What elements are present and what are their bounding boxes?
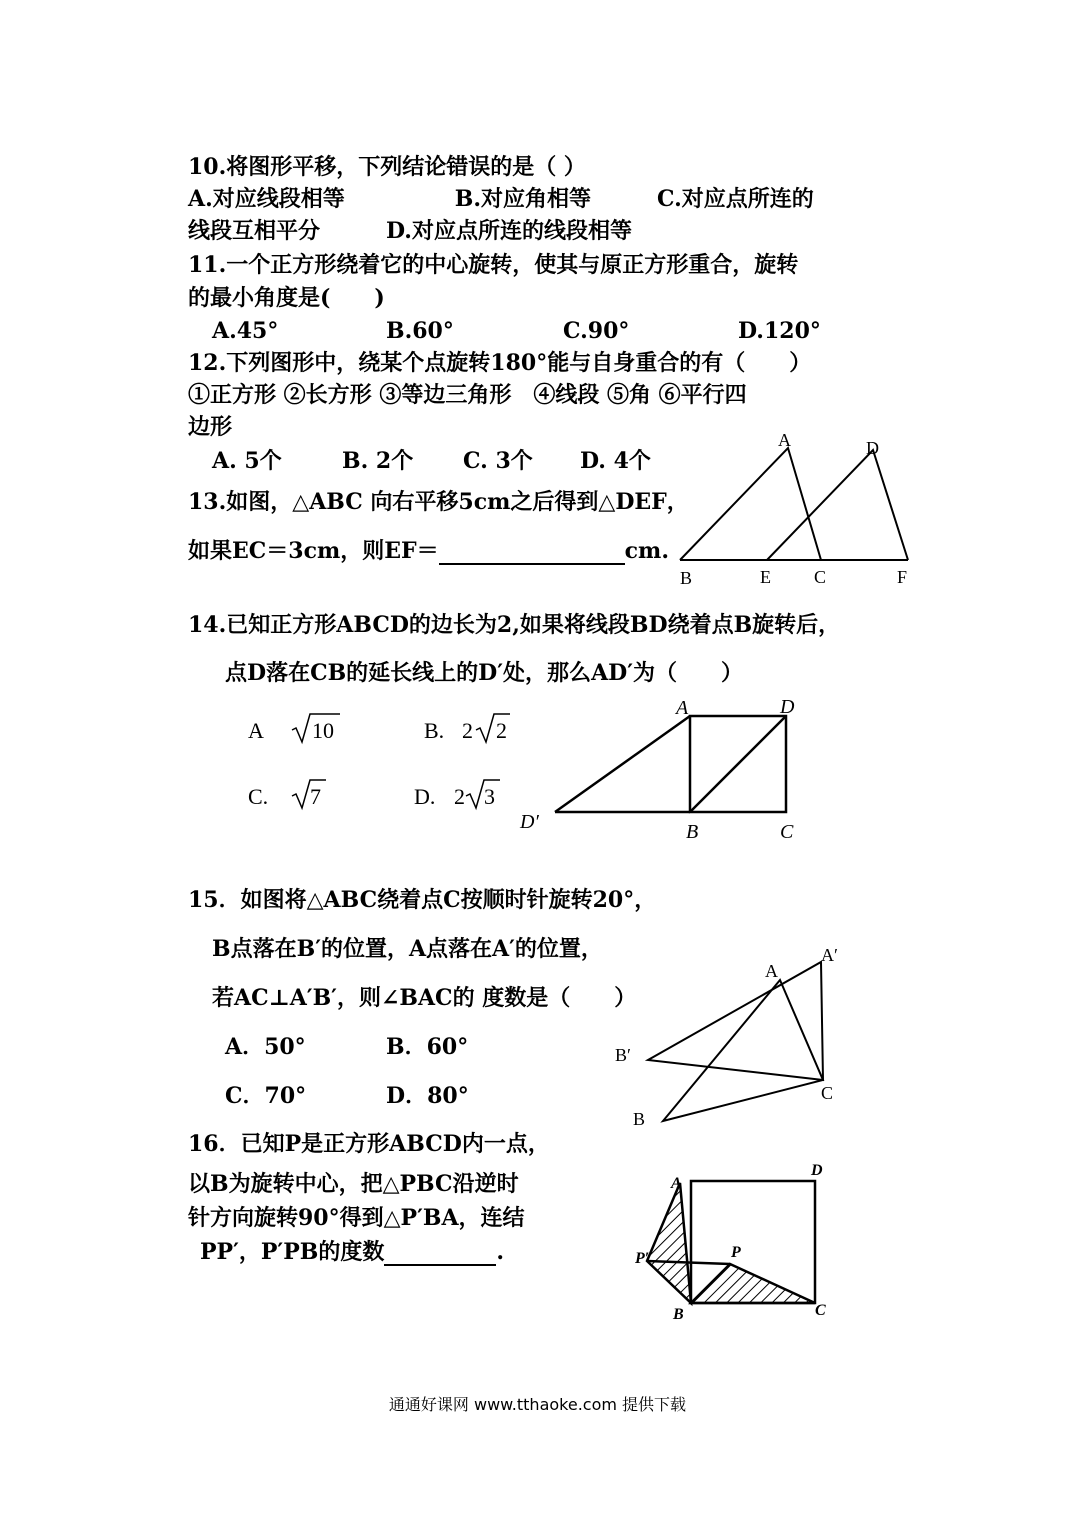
q15-label-aprime: A′ [821, 945, 838, 965]
q16-label-p: P [731, 1244, 741, 1261]
q14-label-dprime: D′ [520, 811, 539, 833]
q14-label-d: D [780, 696, 795, 718]
q13-figure [670, 430, 920, 595]
q13-label-a: A [778, 430, 791, 450]
q14-diagonal-bd [690, 716, 786, 812]
q14-option-b-coef: 2 [462, 718, 473, 743]
q15-stem-1: 15．如图将△ABC绕着点C按顺时针旋转20°， [188, 887, 657, 913]
q13-label-c: C [814, 567, 827, 587]
q14-figure [510, 690, 820, 845]
q15-figure [605, 935, 865, 1135]
q13-answer-blank[interactable] [439, 539, 625, 565]
q16-figure [625, 1155, 845, 1325]
q14-option-d-letter: D. [414, 784, 436, 809]
q16-answer-blank[interactable] [384, 1240, 496, 1266]
q15-option-b: B．60° [386, 1034, 469, 1060]
q14-option-c-letter: C. [248, 784, 269, 809]
q12-items-1: ①正方形 ②长方形 ③等边三角形 ④线段 ⑤角 ⑥平行四 [188, 382, 747, 408]
q11-option-c: C.90° [563, 318, 630, 344]
q15-label-a: A [765, 961, 778, 981]
q14-segment-adp [555, 716, 690, 812]
q13-label-f: F [897, 567, 908, 587]
q12-option-c: C. 3个 [463, 448, 533, 474]
q14-label-a: A [676, 697, 689, 719]
q14-option-b-letter: B. [424, 718, 445, 743]
q14-option-c-value: 7 [310, 784, 321, 809]
q16-stem-4-post: . [496, 1239, 505, 1265]
q14-label-c: C [780, 821, 794, 843]
q12-option-d: D. 4个 [580, 448, 651, 474]
q16-label-b: B [673, 1306, 684, 1323]
q12-items-2: 边形 [188, 414, 233, 440]
q15-triangle-abc [663, 980, 823, 1121]
q14-option-a-value: 10 [312, 718, 334, 743]
q11-stem-1: 11.一个正方形绕着它的中心旋转，使其与原正方形重合，旋转 [188, 252, 799, 278]
q16-stem-1: 16．已知P是正方形ABCD内一点， [188, 1131, 550, 1157]
q14-option-a-letter: A [248, 718, 264, 743]
q16-stem-4-pre: PP′，P′PB的度数 [200, 1239, 385, 1265]
q13-stem: 13.如图，△ABC 向右平移5cm之后得到△DEF， [188, 489, 689, 515]
q11-option-b: B.60° [386, 318, 454, 344]
q16-label-c: C [815, 1302, 826, 1319]
q10-options-line2: 线段互相平分 D.对应点所连的线段相等 [188, 218, 632, 244]
q15-stem-3: 若AC⊥A′B′，则∠BAC的 度数是（ ） [212, 985, 637, 1011]
q11-option-d: D.120° [738, 318, 821, 344]
q15-stem-2: B点落在B′的位置，A点落在A′的位置， [212, 936, 603, 962]
q13-line2-pre: 如果EC＝3cm，则EF＝ [188, 538, 439, 564]
q16-label-d: D [811, 1162, 823, 1179]
q12-stem: 12.下列图形中，绕某个点旋转180°能与自身重合的有（ ） [188, 350, 812, 376]
q10-stem: 10.将图形平移，下列结论错误的是（ ） [188, 154, 586, 180]
q11-option-a: A.45° [212, 318, 279, 344]
q14-stem-2: 点D落在CB的延长线上的D′处，那么AD′为（ ） [225, 660, 744, 686]
q14-options [240, 710, 530, 820]
q16-label-pprime: P′ [635, 1250, 650, 1267]
q15-option-a: A．50° [225, 1034, 306, 1060]
footer-credit: 通通好课网 www.tthaoke.com 提供下载 [388, 1395, 687, 1414]
q15-label-bprime: B′ [615, 1045, 631, 1065]
q15-label-c: C [821, 1083, 834, 1103]
q15-option-d: D．80° [386, 1083, 469, 1109]
q12-option-b: B. 2个 [342, 448, 414, 474]
q14-label-b: B [686, 821, 699, 843]
q16-stem-3: 针方向旋转90°得到△P′BA，连结 [188, 1205, 525, 1231]
q13-line2 [188, 537, 669, 565]
q15-option-c: C．70° [225, 1083, 307, 1109]
q13-triangle-abc [680, 448, 821, 560]
q13-triangle-def [767, 450, 908, 560]
q14-stem-1: 14.已知正方形ABCD的边长为2,如果将线段BD绕着点B旋转后， [188, 612, 841, 638]
q13-label-d: D [866, 438, 879, 458]
q16-stem-2: 以B为旋转中心，把△PBC沿逆时 [188, 1171, 519, 1197]
q16-stem-4 [200, 1238, 504, 1266]
q13-label-b: B [680, 568, 693, 588]
q14-option-d-value: 3 [484, 784, 495, 809]
q15-label-b: B [633, 1109, 646, 1129]
q10-options-line1: A.对应线段相等 B.对应角相等 C.对应点所连的 [188, 186, 814, 212]
q12-option-a: A. 5个 [212, 448, 282, 474]
q16-triangle-pbc [691, 1264, 815, 1303]
q16-label-a: A [671, 1175, 682, 1192]
q16-triangle-ppba [647, 1183, 691, 1303]
q14-option-d-coef: 2 [454, 784, 465, 809]
q11-stem-2: 的最小角度是( ) [188, 285, 385, 311]
q14-option-b-value: 2 [496, 718, 507, 743]
q13-label-e: E [760, 567, 771, 587]
q13-line2-post: cm. [624, 538, 669, 564]
